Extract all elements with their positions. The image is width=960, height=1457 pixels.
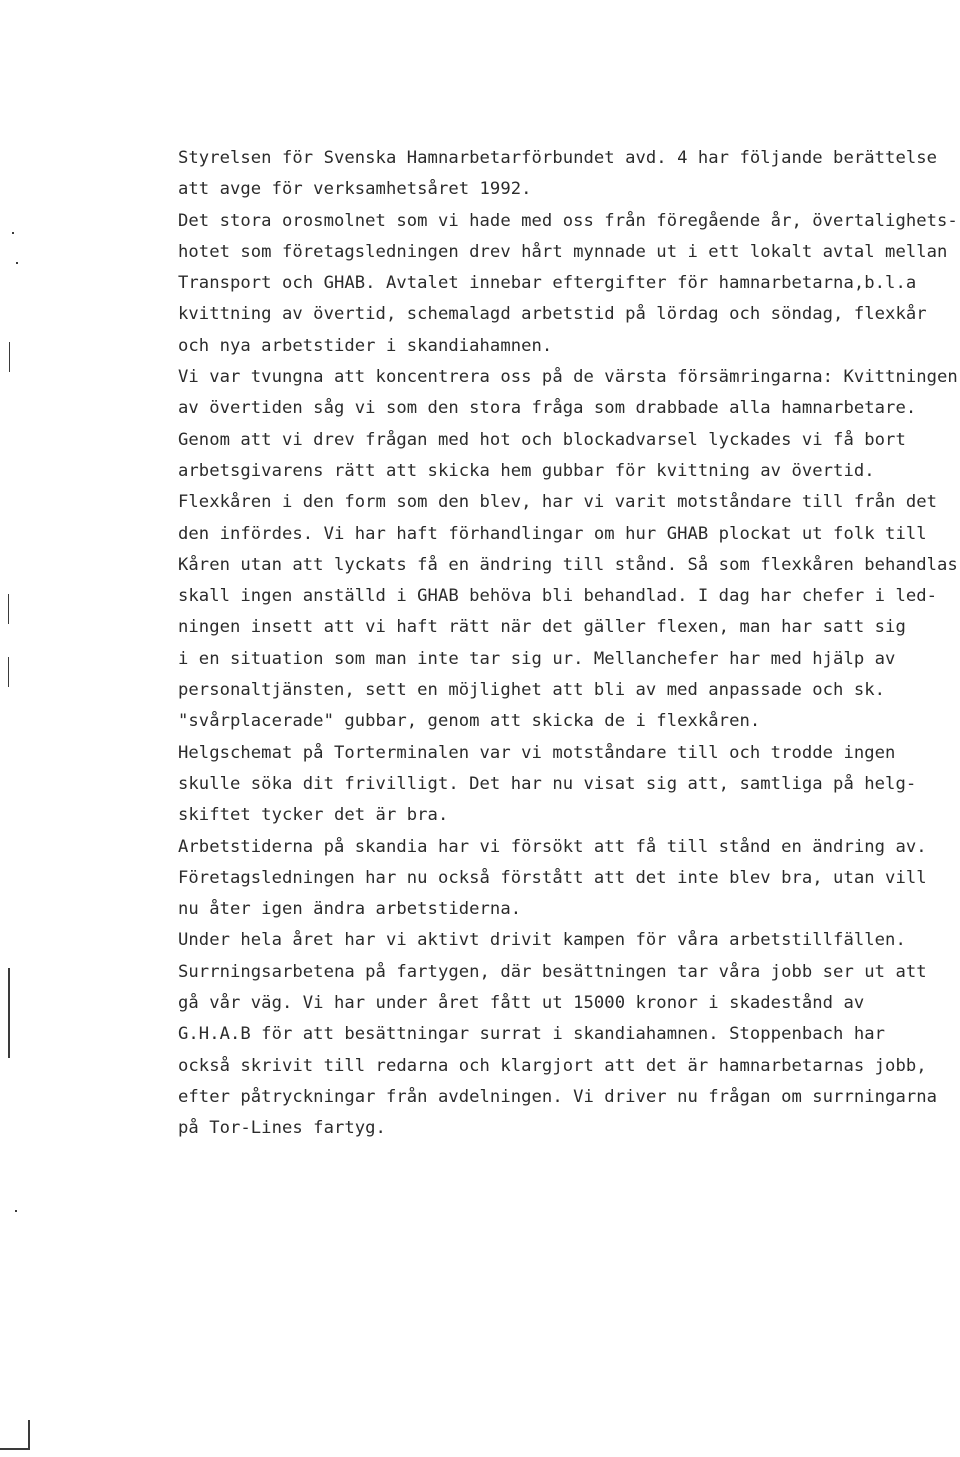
text-line: Helgschemat på Torterminalen var vi motståndare till och trodde ingen	[178, 742, 896, 763]
text-line: också skrivit till redarna och klargjort att det är hamnarbetarnas jobb,	[178, 1055, 927, 1076]
text-line: att avge för verksamhetsåret 1992.	[178, 179, 532, 200]
body-text	[178, 143, 958, 1145]
text-line: hotet som företagsledningen drev hårt mynnade ut i ett lokalt avtal mellan	[178, 241, 948, 262]
text-line: "svårplacerade" gubbar, genom att skicka de i flexkåren.	[178, 711, 761, 732]
text-line: Styrelsen för Svenska Hamnarbetarförbundet avd. 4 har följande berättelse	[178, 148, 938, 168]
text-line: Genom att vi drev frågan med hot och blockadvarsel lyckades vi få bort	[178, 429, 906, 450]
text-line: Vi var tvungna att koncentrera oss på de värsta försämringarna: Kvittningen	[178, 367, 958, 388]
scan-artifact	[28, 1420, 30, 1450]
text-line: gå vår väg. Vi har under året fått ut 15000 kronor i skadestånd av	[178, 993, 865, 1014]
text-line: skall ingen anställd i GHAB behöva bli behandlad. I dag har chefer i led-	[178, 586, 938, 607]
text-line: kvittning av övertid, schemalagd arbetstid på lördag och söndag, flexkår	[178, 304, 927, 325]
text-line: Det stora orosmolnet som vi hade med oss från föregående år, övertalighets-	[178, 210, 958, 231]
text-line: Kåren utan att lyckats få en ändring till stånd. Så som flexkåren behandlas	[178, 554, 958, 575]
text-line: G.H.A.B för att besättningar surrat i skandiahamnen. Stoppenbach har	[178, 1024, 886, 1045]
scan-artifact	[8, 657, 9, 687]
scan-artifact	[8, 968, 10, 1058]
scan-artifact	[9, 342, 10, 372]
scan-artifact	[0, 1448, 30, 1450]
text-line: Flexkåren i den form som den blev, har vi varit motståndare till från det	[178, 492, 938, 513]
text-line: i en situation som man inte tar sig ur. Mellanchefer har med hjälp av	[178, 648, 896, 669]
text-line: efter påtryckningar från avdelningen. Vi driver nu frågan om surrningarna	[178, 1086, 938, 1107]
text-line: Arbetstiderna på skandia har vi försökt att få till stånd en ändring av.	[178, 836, 927, 857]
text-line: och nya arbetstider i skandiahamnen.	[178, 335, 553, 356]
text-line: skiftet tycker det är bra.	[178, 805, 449, 826]
text-line: på Tor-Lines fartyg.	[178, 1118, 386, 1139]
text-line: den infördes. Vi har haft förhandlingar om hur GHAB plockat ut folk till	[178, 523, 927, 544]
text-line: Transport och GHAB. Avtalet innebar eftergifter för hamnarbetarna,b.l.a	[178, 273, 917, 294]
text-line: Företagsledningen har nu också förstått att det inte blev bra, utan vill	[178, 867, 927, 888]
text-line: ningen insett att vi haft rätt när det gäller flexen, man har satt sig	[178, 617, 906, 638]
text-line: personaltjänsten, sett en möjlighet att bli av med anpassade och sk.	[178, 680, 886, 701]
scan-artifact	[8, 594, 9, 624]
scan-artifact	[12, 232, 14, 234]
text-line: arbetsgivarens rätt att skicka hem gubbar för kvittning av övertid.	[178, 460, 875, 481]
text-line: nu åter igen ändra arbetstiderna.	[178, 899, 522, 920]
text-line: Surrningsarbetena på fartygen, där besättningen tar våra jobb ser ut att	[178, 961, 927, 982]
scan-artifact	[15, 1210, 17, 1212]
text-line: av övertiden såg vi som den stora fråga som drabbade alla hamnarbetare.	[178, 398, 917, 419]
scan-artifact	[16, 262, 18, 264]
text-line: skulle söka dit frivilligt. Det har nu visat sig att, samtliga på helg-	[178, 773, 917, 794]
text-line: Under hela året har vi aktivt drivit kampen för våra arbetstillfällen.	[178, 930, 906, 951]
